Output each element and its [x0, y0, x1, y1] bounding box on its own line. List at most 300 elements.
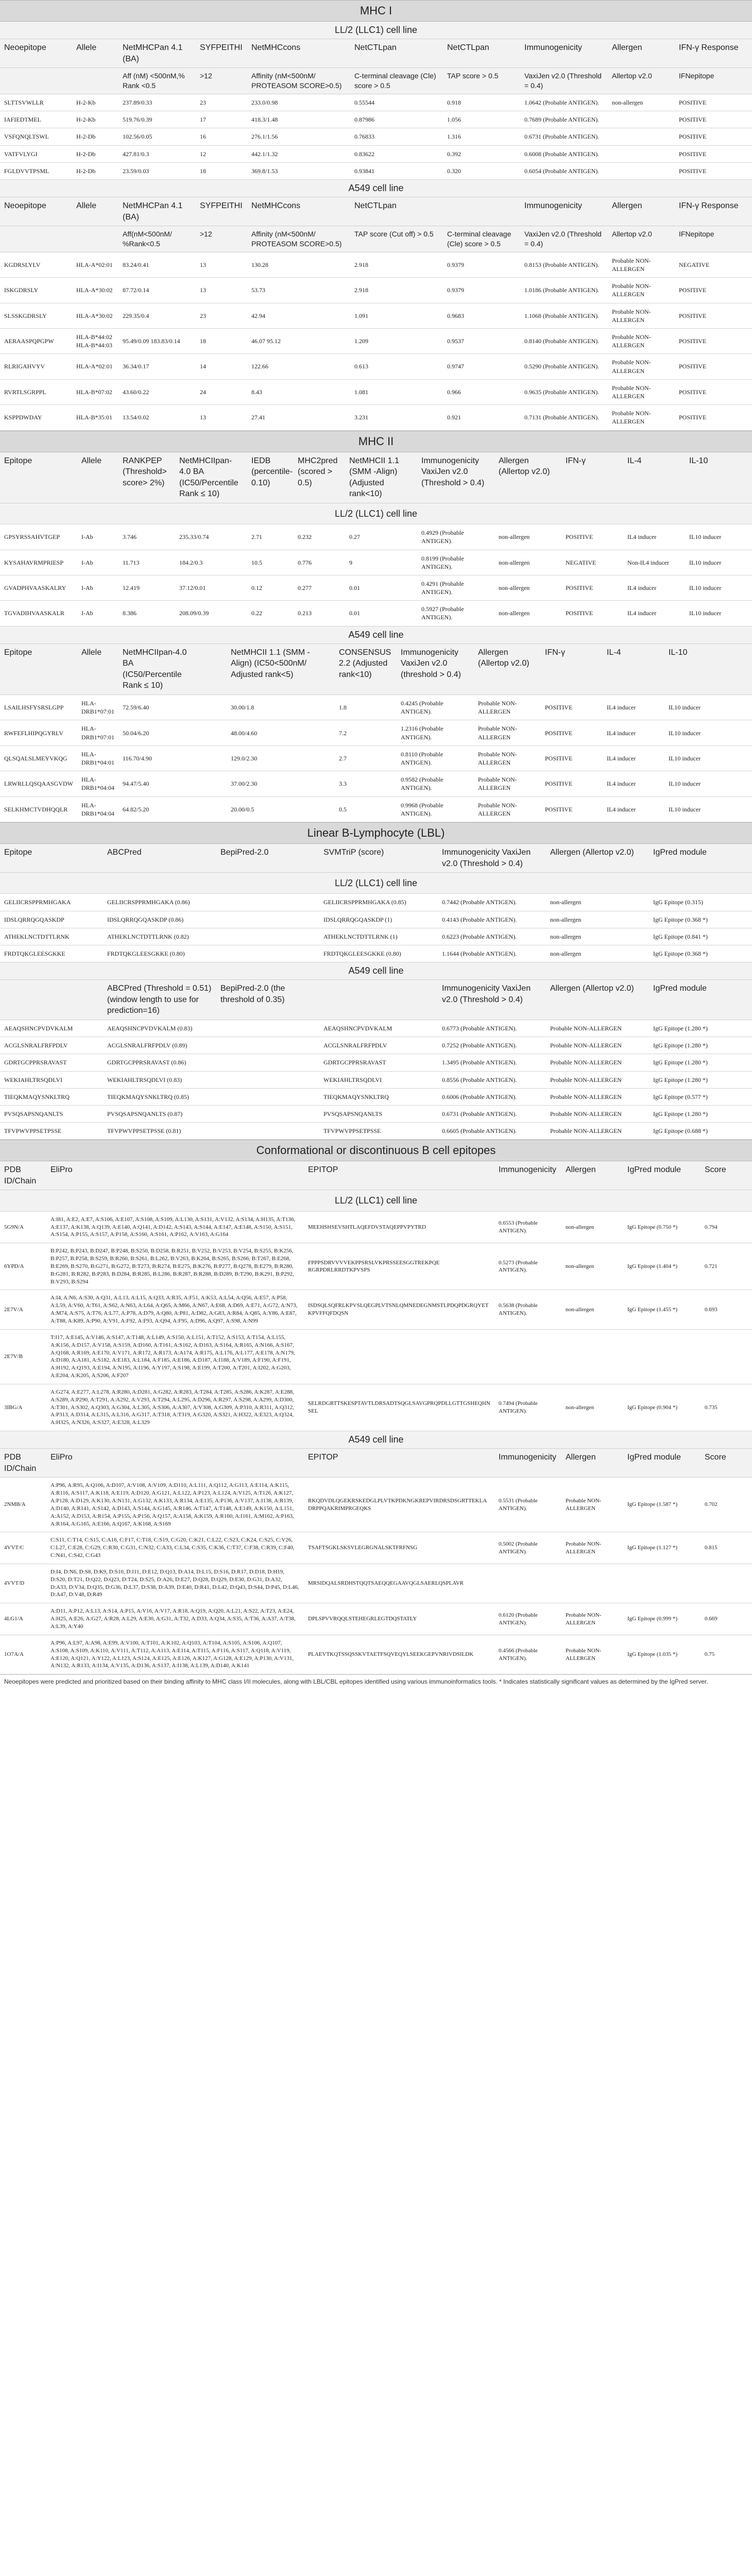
table-cell: HLA-B*44:02 HLA-B*44:03: [72, 329, 118, 354]
column-header: BepiPred-2.0 (the threshold of 0.35): [216, 980, 319, 1020]
column-header: EliPro: [46, 1449, 304, 1478]
table-cell: POSITIVE: [675, 278, 752, 303]
table-cell: 0.6054 (Probable ANTIGEN).: [520, 162, 608, 179]
table-cell: Probable NON-ALLERGEN: [474, 720, 541, 745]
table-cell: Probable NON-ALLERGEN: [608, 405, 675, 430]
column-subheader: VaxiJen v2.0 (Threshold = 0.4): [520, 68, 608, 94]
table-cell: [216, 1123, 319, 1140]
table-cell: TFVPWVPPSETPSSE: [0, 1123, 103, 1140]
table-cell: POSITIVE: [541, 796, 603, 822]
table-cell: 0.01: [345, 601, 417, 626]
column-subheader: Allertop v2.0: [608, 68, 675, 94]
table-cell: 0.721: [700, 1243, 752, 1290]
table-row: [0, 928, 752, 945]
table-cell: 129.0/2.30: [227, 745, 314, 771]
column-header: Epitope: [0, 644, 77, 695]
table-row: [0, 405, 752, 430]
table-cell: 27.41: [247, 405, 350, 430]
column-subheader: C-terminal cleavage (Cle) score > 0.5: [443, 226, 520, 252]
table-cell: SELKHMCTVDHQQLR: [0, 796, 77, 822]
table-cell: TGVADIHVAASKALR: [0, 601, 77, 626]
table-cell: 0.01: [345, 575, 417, 600]
table-cell: Probable NON-ALLERGEN: [546, 1054, 649, 1071]
column-header: Immunogenicity VaxiJen v2.0 (Threshold > 0.4): [417, 452, 494, 503]
table-cell: 0.6006 (Probable ANTIGEN).: [438, 1088, 546, 1105]
table-row: [0, 1054, 752, 1071]
table-cell: 2NMB/A: [0, 1478, 46, 1532]
table-cell: H-2-Kb: [72, 111, 118, 128]
table-cell: 0.9582 (Probable ANTIGEN).: [397, 771, 474, 796]
table-row: [0, 524, 752, 550]
column-header: RANKPEP (Threshold> score> 2%): [118, 452, 175, 503]
table-cell: non-allergen: [546, 911, 649, 928]
column-header: IFN-γ Response: [675, 197, 752, 226]
table-cell: POSITIVE: [675, 329, 752, 354]
table-cell: Probable NON-ALLERGEN: [546, 1020, 649, 1037]
table-cell: [608, 162, 675, 179]
table-cell: LRWRLLQSQAASGVDW: [0, 771, 77, 796]
column-header: Allergen: [561, 1161, 623, 1190]
table-cell: I-Ab: [77, 575, 118, 600]
table-cell: 0.815: [700, 1532, 752, 1564]
column-header: Score: [700, 1449, 752, 1478]
table-row: [0, 94, 752, 111]
table-cell: 1.8: [335, 695, 397, 720]
table-cell: I-Ab: [77, 601, 118, 626]
table-row: [0, 796, 752, 822]
table-cell: 0.213: [294, 601, 345, 626]
column-header: MHC2pred (scored > 0.5): [294, 452, 345, 503]
table-cell: 0.6731 (Probable ANTIGEN).: [438, 1105, 546, 1122]
table-cell: SELRDGRTTSKESPTAVTLDRSADTSQGLSAVGPRQPDLLGTTGSHEQHNSEL: [304, 1384, 494, 1431]
table-cell: 12.419: [118, 575, 175, 600]
table-cell: 83.24/0.41: [118, 252, 196, 277]
table-row: [0, 1564, 752, 1603]
table-cell: IgG Epitope (0.368 *): [649, 945, 752, 962]
table-cell: IDSLQRRQGQASKDP: [0, 911, 103, 928]
table-cell: 46.07 95.12: [247, 329, 350, 354]
column-header: PDB ID/Chain: [0, 1449, 46, 1478]
table-cell: 0.4143 (Probable ANTIGEN).: [438, 911, 546, 928]
table-cell: 2.918: [350, 278, 443, 303]
table-cell: POSITIVE: [675, 128, 752, 145]
table-cell: non-allergen: [546, 894, 649, 911]
column-header: CONSENSUS 2.2 (Adjusted rank<10): [335, 644, 397, 695]
table-cell: 2E7V/A: [0, 1290, 46, 1329]
table-cell: Probable NON-ALLERGEN: [608, 278, 675, 303]
table-row: [0, 575, 752, 600]
table-cell: 72.59/6.40: [118, 695, 196, 720]
table-cell: MEEHSHSEVSHTLAQEFDVSTAQEPPVPYTRD: [304, 1211, 494, 1243]
table-cell: 0.93841: [350, 162, 443, 179]
table-cell: 0.12: [247, 575, 294, 600]
table-cell: 37.12/0.01: [175, 575, 247, 600]
table-cell: 0.4566 (Probable ANTIGEN).: [494, 1635, 561, 1674]
table-cell: 276.1/1.56: [247, 128, 350, 145]
table-cell: GVADPHVAASKALRY: [0, 575, 77, 600]
table-cell: 0.5273 (Probable ANTIGEN).: [494, 1243, 561, 1290]
table-row: [0, 354, 752, 379]
column-header: Immunogenicity: [494, 1449, 561, 1478]
table-cell: H-2-Db: [72, 128, 118, 145]
table-cell: 0.9747: [443, 354, 520, 379]
table-cell: TFVPWVPPSETPSSE (0.81): [103, 1123, 216, 1140]
table-cell: RLRIGAHVYV: [0, 354, 72, 379]
column-subheader: >12: [196, 226, 247, 252]
table-cell: RKQDVDLQGEKRSKEDGLPLVTKPDKNGKREPVIRDRSDSGRTTEKLADRPPQAKRIMPRGEQKS: [304, 1478, 494, 1532]
table-cell: 1.0642 (Probable ANTIGEN).: [520, 94, 608, 111]
table-footnote: Neoepitopes were predicted and prioritized based on their binding affinity to MHC class I/II molecules, along with LBL/CBL epitopes identified using various immunoinformatics tools. * Indicates statistically significant values as determined by the IgPred server.: [0, 1674, 752, 1690]
table-cell: 36.34/0.17: [118, 354, 196, 379]
table-cell: 23: [196, 94, 247, 111]
table-row: [0, 1329, 752, 1384]
table-cell: non-allergen: [546, 928, 649, 945]
table-row: [0, 695, 752, 720]
table-cell: IDSLQRRQGQASKDP (1): [319, 911, 438, 928]
table-cell: IgG Epitope (1.280 *): [649, 1020, 752, 1037]
table-cell: [700, 1329, 752, 1384]
table-cell: FRDTQKGLEESGKKE (0.80): [103, 945, 216, 962]
table-cell: TSAFTSGKLSKSVLEGRGNALSKTFRFNSG: [304, 1532, 494, 1564]
table-cell: [196, 695, 227, 720]
cell-line-label: LL/2 (LLC1) cell line: [0, 22, 752, 39]
table-cell: 418.3/1.48: [247, 111, 350, 128]
column-header: [314, 644, 335, 695]
table-cell: A:D11, A:P12, A:L13, A:S14, A:P15, A:V16, A:V17, A:R18, A:Q19, A:Q20, A:L21, A:S22, A:T23, A:E24, A:H25, A:E26, A:G27, A:R28, A:L29, A:E30, A:G31, A:T32, A:D33, A:Q34, A:S35, A:T36, A:A37, A:T38, A:L39, A:Y40: [46, 1603, 304, 1635]
table-cell: 1.091: [350, 303, 443, 328]
table-cell: HLA-A*30:02: [72, 303, 118, 328]
table-cell: 30.00/1.8: [227, 695, 314, 720]
column-header: Allele: [72, 39, 118, 68]
table-cell: 20.00/0.5: [227, 796, 314, 822]
table-cell: 5G9N/A: [0, 1211, 46, 1243]
column-subheader: Aff(nM<500nM/ %Rank<0.5: [118, 226, 196, 252]
table-cell: 0.392: [443, 145, 520, 162]
table-row: [0, 1088, 752, 1105]
table-cell: GDRTGCPPRSRAVAST: [0, 1054, 103, 1071]
table-cell: Probable NON-ALLERGEN: [546, 1037, 649, 1054]
table-cell: 0.9379: [443, 252, 520, 277]
table-cell: 233.0/0.98: [247, 94, 350, 111]
table-row: [0, 1384, 752, 1431]
column-header: [319, 980, 438, 1020]
table-cell: IgG Epitope (1.455 *): [623, 1290, 700, 1329]
table-cell: [608, 111, 675, 128]
column-header: NetMHCcons: [247, 39, 350, 68]
table-cell: HLA-A*02:01: [72, 252, 118, 277]
column-subheader: Aff (nM) <500nM,% Rank <0.5: [118, 68, 196, 94]
table-row: [0, 145, 752, 162]
column-subheader: [72, 226, 118, 252]
table-cell: T:I17, A:E145, A:V146, A:S147, A:T148, A:L149, A:S150, A:L151, A:T152, A:S153, A:T154, A:L155, A:K156, A:D157, A:V158, A:S159, A:D160, A:T161, A:S162, A:D163, A:S164, A:R165, A:N166, A:S167, A:Q168, A:R169, A:E170, A:V171, A:R172, A:R173, A:A174, A:R175, A:L176, A:L177, A:E178, A:N179, A:D180, A:A181, A:S182, A:E183, A:L184, A:F185, A:E186, A:D187, A:I188, A:V189, A:F190, A:F191, A:H192, A:Q193, A:E194, A:N195, A:I196, A:Y197, A:S198, A:E199, A:T200, A:T201, A:I202, A:G203, A:E204, A:K205, A:S206, A:F207: [46, 1329, 304, 1384]
table-cell: ACGLSNRALFRFPDLV: [319, 1037, 438, 1054]
table-cell: POSITIVE: [675, 111, 752, 128]
table-cell: 13: [196, 278, 247, 303]
table-cell: 0.8110 (Probable ANTIGEN).: [397, 745, 474, 771]
table-cell: 14: [196, 354, 247, 379]
table-cell: Probable NON-ALLERGEN: [474, 745, 541, 771]
table-cell: 427.81/0.3: [118, 145, 196, 162]
table-cell: 0.9537: [443, 329, 520, 354]
mhc1-a549-table: [0, 197, 752, 431]
table-cell: ATHEKLNCTDTTLRNK (0.82): [103, 928, 216, 945]
table-cell: 9: [345, 550, 417, 575]
table-cell: 1.056: [443, 111, 520, 128]
table-cell: 0.6223 (Probable ANTIGEN).: [438, 928, 546, 945]
table-cell: 53.73: [247, 278, 350, 303]
table-cell: 0.5927 (Probable ANTIGEN).: [417, 601, 494, 626]
table-row: [0, 379, 752, 404]
table-cell: A:P96, A:L97, A:A98, A:E99, A:V100, A:T101, A:K102, A:Q103, A:T104, A:S105, A:S106, A:Q107, A:S108, A:S109, A:K110, A:V111, A:T112, A:A113, A:E114, A:T115, A:F116, A:S117, A:Q118, A:V119, A:E120, A:Q121, A:Y122, A:L123, A:S124, A:E125, A:E126, A:K127, A:G128, A:E129, A:P130, A:V131, A:N132, A:R133, A:I134, A:V135, A:D136, A:S137, A:I138, A:L139, A:D140, A:K141: [46, 1635, 304, 1674]
table-cell: SLTTSVWLLR: [0, 94, 72, 111]
table-cell: RVRTLSGRPPL: [0, 379, 72, 404]
column-subheader: TAP score (Cut off) > 0.5: [350, 226, 443, 252]
table-cell: 18: [196, 329, 247, 354]
column-header: IgPred module: [623, 1449, 700, 1478]
column-header: SYFPEITHI: [196, 197, 247, 226]
table-cell: 0.7494 (Probable ANTIGEN).: [494, 1384, 561, 1431]
table-cell: IL4 inducer: [603, 695, 664, 720]
mhc2-llc1-table: [0, 452, 752, 626]
table-row: [0, 1532, 752, 1564]
table-cell: HLA-B*07:02: [72, 379, 118, 404]
table-cell: 0.7131 (Probable ANTIGEN).: [520, 405, 608, 430]
table-cell: [314, 695, 335, 720]
table-cell: HLA-A*30:02: [72, 278, 118, 303]
table-cell: Probable NON-ALLERGEN: [561, 1603, 623, 1635]
table-cell: 0.87986: [350, 111, 443, 128]
column-header: NetCTLpan: [443, 39, 520, 68]
table-cell: AEAQSHNCPVDVKALM: [0, 1020, 103, 1037]
table-cell: IgG Epitope (0.368 *): [649, 911, 752, 928]
table-cell: VATFVLYGI: [0, 145, 72, 162]
column-subheader: IFNepitope: [675, 226, 752, 252]
column-header: Allergen (Allertop v2.0): [546, 844, 649, 873]
cell-line-label: A549 cell line: [0, 1431, 752, 1449]
table-cell: 229.35/0.4: [118, 303, 196, 328]
column-header: ABCPred (Threshold = 0.51) (window length to use for prediction=16): [103, 980, 216, 1020]
table-cell: 0.4245 (Probable ANTIGEN).: [397, 695, 474, 720]
table-cell: 0.7252 (Probable ANTIGEN).: [438, 1037, 546, 1054]
table-row: [0, 303, 752, 328]
table-cell: [494, 1564, 561, 1603]
table-cell: Probable NON-ALLERGEN: [546, 1071, 649, 1088]
table-cell: [196, 771, 227, 796]
table-cell: LSAILHSFYSRSLGPP: [0, 695, 77, 720]
table-cell: 4VVT/C: [0, 1532, 46, 1564]
table-cell: [700, 1564, 752, 1603]
table-cell: PLAEVTKQTSSQSSKVTAETFSQVEQYLSEEKGEPVNRIVDSILDK: [304, 1635, 494, 1674]
table-row: [0, 252, 752, 277]
table-cell: 0.6773 (Probable ANTIGEN).: [438, 1020, 546, 1037]
table-cell: IgG Epitope (0.577 *): [649, 1088, 752, 1105]
column-header: [196, 644, 227, 695]
table-row: [0, 1071, 752, 1088]
table-cell: 0.693: [700, 1290, 752, 1329]
column-header: Allergen (Allertop v2.0): [474, 644, 541, 695]
table-cell: 0.7689 (Probable ANTIGEN).: [520, 111, 608, 128]
table-row: [0, 1020, 752, 1037]
table-cell: 2.71: [247, 524, 294, 550]
table-cell: non-allergen: [494, 601, 561, 626]
table-cell: 235.33/0.74: [175, 524, 247, 550]
conf-llc1-table: [0, 1161, 752, 1431]
table-cell: WEKIAHLTRSQDLVI (0.83): [103, 1071, 216, 1088]
table-cell: C:S11, C:T14, C:S15, C:A16, C:F17, C:T18, C:S19, C:G20, C:K21, C:L22, C:S23, C:K24, C:S25, C:V26, C:L27, C:E28, C:G29, C:R30, C:G31, C:N32, C:A33, C:L34, C:S35, C:K36, C:T37, C:F38, C:R39, C:F40, C:N41, C:S42, C:G43: [46, 1532, 304, 1564]
table-cell: A:P96, A:R95, A:Q106, A:D107, A:V108, A:V109, A:D110, A:L111, A:Q112, A:G113, A:E114, A:K115, A:R116, A:S117, A:K118, A:E119, A:D120, A:G121, A:L122, A:P123, A:L124, A:V125, A:T126, A:K127, A:P128, A:D129, A:K130, A:N131, A:G132, A:K133, A:R134, A:E135, A:P136, A:V137, A:I138, A:R139, A:D140, A:R141, A:S142, A:D143, A:S144, A:G145, A:R146, A:T147, A:T148, A:E149, A:K150, A:L151, A:A152, A:D153, A:R154, A:P155, A:P156, A:Q157, A:A158, A:K159, A:R160, A:I161, A:M162, A:P163, A:R164, A:G165, A:E166, A:Q167, A:K168, A:S169: [46, 1478, 304, 1532]
table-cell: 0.9968 (Probable ANTIGEN).: [397, 796, 474, 822]
column-header: NetMHCPan 4.1 (BA): [118, 197, 196, 226]
column-header: Immunogenicity: [494, 1161, 561, 1190]
column-header: Allergen: [608, 39, 675, 68]
table-cell: WEKIAHLTRSQDLVI: [0, 1071, 103, 1088]
column-header: Epitope: [0, 844, 103, 873]
table-cell: POSITIVE: [675, 94, 752, 111]
column-subheader: IFNepitope: [675, 68, 752, 94]
table-cell: 130.28: [247, 252, 350, 277]
table-cell: 1.316: [443, 128, 520, 145]
column-header: NetCTLpan: [350, 197, 443, 226]
table-cell: [216, 1105, 319, 1122]
table-cell: Probable NON-ALLERGEN: [474, 771, 541, 796]
table-row: [0, 745, 752, 771]
table-cell: [623, 1329, 700, 1384]
table-cell: 2E7V/B: [0, 1329, 46, 1384]
table-row: [0, 1290, 752, 1329]
column-header: ABCPred: [103, 844, 216, 873]
table-cell: 0.75: [700, 1635, 752, 1674]
table-cell: 1.1068 (Probable ANTIGEN).: [520, 303, 608, 328]
table-cell: IL10 inducer: [664, 745, 752, 771]
table-cell: 23: [196, 303, 247, 328]
table-cell: 0.8199 (Probable ANTIGEN).: [417, 550, 494, 575]
cell-line-label: A549 cell line: [0, 626, 752, 644]
table-cell: [216, 911, 319, 928]
column-header: IL-4: [603, 644, 664, 695]
table-cell: IAFIEDTMEL: [0, 111, 72, 128]
table-cell: POSITIVE: [561, 575, 623, 600]
column-header: BepiPred-2.0: [216, 844, 319, 873]
column-header: NetMHCPan 4.1 (BA): [118, 39, 196, 68]
column-header: PDB ID/Chain: [0, 1161, 46, 1190]
table-cell: 0.5002 (Probable ANTIGEN).: [494, 1532, 561, 1564]
table-cell: IgG Epitope (1.280 *): [649, 1105, 752, 1122]
table-cell: 3.746: [118, 524, 175, 550]
table-cell: DPLSPVVRQQLSTEHEGRLEGTDQSTATLY: [304, 1603, 494, 1635]
table-cell: [561, 1564, 623, 1603]
table-cell: IL10 inducer: [685, 550, 752, 575]
table-cell: 10.5: [247, 550, 294, 575]
table-cell: 12: [196, 145, 247, 162]
table-cell: [494, 1329, 561, 1384]
table-cell: 4VVT/D: [0, 1564, 46, 1603]
column-header: EliPro: [46, 1161, 304, 1190]
table-cell: A:I4, A:N6, A:S30, A:Q31, A:L13, A:L15, A:Q33, A:R35, A:F51, A:K53, A:L54, A:Q56, A:E57, A:P58, A:L59, A:V60, A:T61, A:S62, A:N63, A:L64, A:Q65, A:M66, A:N67, A:E68, A:D69, A:E71, A:G72, A:N73, A:M74, A:S75, A:T76, A:L77, A:P78, A:D79, A:Q80, A:P81, A:D82, A:G83, A:R84, A:Q85, A:Y86, A:E87, A:T88, A:K89, A:P90, A:V91, A:F92, A:F93, A:Q94, A:F95, A:D96, A:Q97, A:S98, A:N99: [46, 1290, 304, 1329]
table-cell: POSITIVE: [541, 695, 603, 720]
table-cell: 0.921: [443, 405, 520, 430]
table-cell: 64.82/5.20: [118, 796, 196, 822]
table-cell: non-allergen: [494, 524, 561, 550]
table-cell: 8.43: [247, 379, 350, 404]
table-cell: [216, 1071, 319, 1088]
table-cell: FRDTQKGLEESGKKE (0.80): [319, 945, 438, 962]
table-cell: 37.00/2.30: [227, 771, 314, 796]
table-cell: POSITIVE: [541, 720, 603, 745]
column-subheader: Allertop v2.0: [608, 226, 675, 252]
table-cell: 0.76833: [350, 128, 443, 145]
table-cell: 1.3495 (Probable ANTIGEN).: [438, 1054, 546, 1071]
column-header: IFN-γ: [541, 644, 603, 695]
table-cell: ATHEKLNCTDTTLRNK (1): [319, 928, 438, 945]
table-cell: 0.613: [350, 354, 443, 379]
table-cell: HLA-DRB1*04:01: [77, 745, 118, 771]
table-cell: H-2-Db: [72, 145, 118, 162]
table-cell: 6YPD/A: [0, 1243, 46, 1290]
table-cell: Probable NON-ALLERGEN: [546, 1123, 649, 1140]
table-cell: 0.8556 (Probable ANTIGEN).: [438, 1071, 546, 1088]
table-cell: 237.89/0.33: [118, 94, 196, 111]
column-header: IFN-γ Response: [675, 39, 752, 68]
table-cell: non-allergen: [494, 550, 561, 575]
table-cell: [216, 894, 319, 911]
table-cell: [216, 928, 319, 945]
table-cell: IgG Epitope (1.280 *): [649, 1037, 752, 1054]
table-cell: non-allergen: [608, 94, 675, 111]
column-header: NetMHCII 1.1 (SMM -Align) (IC50<500nM/ Adjusted rank<5): [227, 644, 314, 695]
table-cell: B:P242, B:P243, B:D247, B:P248, B:S250, B:D258, B:R251, B:V252, B:V253, B:V254, B:S255, B:K256, B:P257, B:P258, B:S259, B:R260, B:S261, B:L262, B:V263, B:K264, B:S265, B:S266, B:T267, B:E268, B:E269, B:S270, B:G271, B:G272, B:T273, B:R274, B:E275, B:K276, B:P277, B:Q278, B:E279, B:R280, B:G281, B:R282, B:P283, B:D284, B:R285, B:L286, B:R287, B:R288, B:D289, B:T290, B:K291, B:P292, B:V293, B:S294: [46, 1243, 304, 1290]
table-cell: H-2-Kb: [72, 94, 118, 111]
cell-line-label: LL/2 (LLC1) cell line: [0, 873, 752, 894]
table-row: [0, 1603, 752, 1635]
table-cell: 0.794: [700, 1211, 752, 1243]
table-cell: 0.5: [335, 796, 397, 822]
table-cell: PVSQSAPSNQANLTS: [319, 1105, 438, 1122]
table-cell: IL4 inducer: [623, 524, 685, 550]
table-cell: Probable NON-ALLERGEN: [608, 379, 675, 404]
table-cell: Probable NON-ALLERGEN: [561, 1532, 623, 1564]
column-header: NetMHCII 1.1 (SMM -Align) (Adjusted rank<10): [345, 452, 417, 503]
table-cell: POSITIVE: [675, 354, 752, 379]
lbl-llc1-table: [0, 844, 752, 962]
column-header: EPITOP: [304, 1161, 494, 1190]
column-subheader: VaxiJen v2.0 (Threshold = 0.4): [520, 226, 608, 252]
table-cell: 102.56/0.05: [118, 128, 196, 145]
column-header: Epitope: [0, 452, 77, 503]
table-cell: Probable NON-ALLERGEN: [608, 303, 675, 328]
table-cell: [196, 796, 227, 822]
table-cell: 42.94: [247, 303, 350, 328]
table-row: [0, 1123, 752, 1140]
column-header: SYFPEITHI: [196, 39, 247, 68]
table-cell: 1.2316 (Probable ANTIGEN).: [397, 720, 474, 745]
table-cell: [314, 720, 335, 745]
section-title-mhc1: MHC I: [0, 0, 752, 22]
table-cell: IL10 inducer: [664, 796, 752, 822]
table-row: [0, 894, 752, 911]
table-cell: H-2-Db: [72, 162, 118, 179]
table-cell: HLA-A*02:01: [72, 354, 118, 379]
column-subheader: >12: [196, 68, 247, 94]
table-cell: non-allergen: [561, 1211, 623, 1243]
table-row: [0, 278, 752, 303]
column-header: EPITOP: [304, 1449, 494, 1478]
table-row: [0, 1211, 752, 1243]
table-cell: IL10 inducer: [664, 771, 752, 796]
mhc1-llc1-table: [0, 39, 752, 180]
table-cell: Probable NON-ALLERGEN: [546, 1088, 649, 1105]
table-cell: IL4 inducer: [603, 720, 664, 745]
table-cell: [216, 1020, 319, 1037]
